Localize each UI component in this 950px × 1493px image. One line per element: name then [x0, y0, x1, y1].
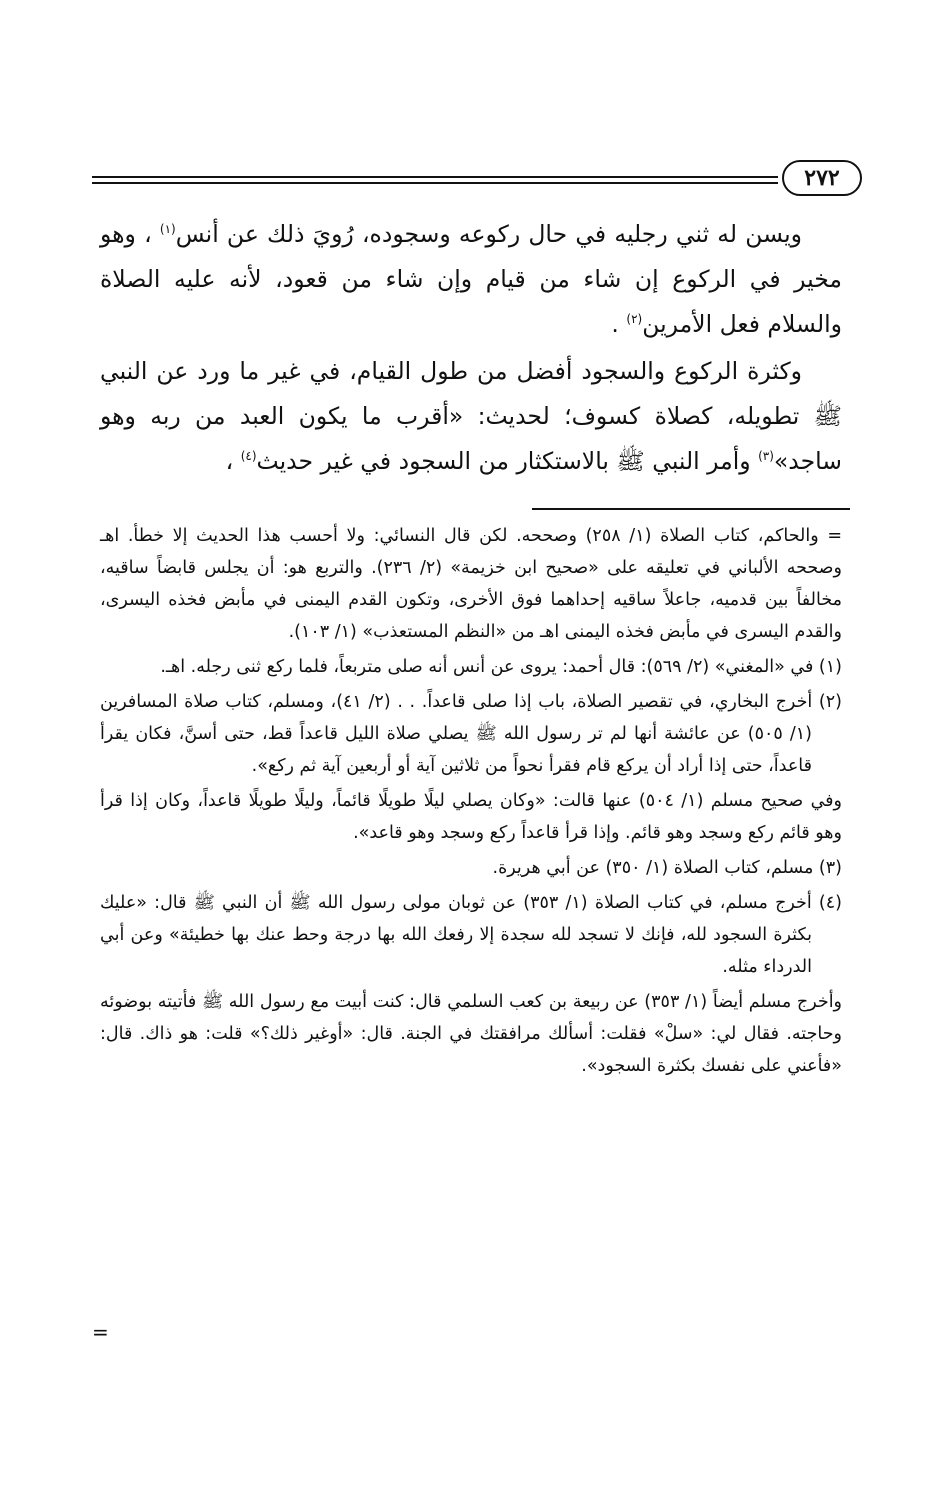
footnote-ref-4: (٤)	[240, 449, 257, 464]
footnote-separator	[532, 508, 850, 510]
main-paragraph-2: وكثرة الركوع والسجود أفضل من طول القيام، في غير ما ورد عن النبي ﷺ تطويله، كصلاة كسوف؛ لحديث: «أقرب ما يكون العبد من ربه وهو ساجد»$^{(٣)}$ وأمر النبي ﷺ بالاستكثار من السجود في غير حديث$^{(٤)}$ ،	[100, 357, 842, 475]
page-header	[92, 160, 862, 200]
footnote-2-continued: وفي صحيح مسلم (١/ ٥٠٤) عنها قالت: «وكان يصلي ليلًا طويلًا قائماً، وليلًا طويلًا قاعداً، وكان إذا قرأ وهو قائم ركع وسجد وهو قائم. وإذا قرأ قاعداً ركع وسجد وهو قاعد».	[100, 791, 842, 843]
footnote-ref-3: (٣)	[758, 449, 774, 464]
footnote-4-continued: وأخرج مسلم أيضاً (١/ ٣٥٣) عن ربيعة بن كعب السلمي قال: كنت أبيت مع رسول الله ﷺ فأتيته بوضوئه وحاجته. فقال لي: «سلْ» فقلت: أسألك مرافقتك في الجنة. قال: «أوغير ذلك؟» قلت: هو ذاك. قال: «فأعني على نفسك بكثرة السجود».	[100, 992, 843, 1076]
header-rule-double	[92, 182, 778, 184]
header-rule	[92, 176, 778, 178]
main-paragraph-1: ويسن له ثني رجليه في حال ركوعه وسجوده، رُويَ ذلك عن أنس$^{(١)}$ ، وهو مخير في الركوع إن شاء من قيام وإن شاء من قعود، لأنه عليه الصلاة والسلام فعل الأمرين$^{(٢)}$ .	[100, 220, 842, 338]
footnotes	[100, 520, 842, 1085]
footnote-2: (٢) أخرج البخاري، في تقصير الصلاة، باب إذا صلى قاعداً. . . (٢/ ٤١)، ومسلم، كتاب صلاة المسافرين (١/ ٥٠٥) عن عائشة أنها لم تر رسول الله ﷺ يصلي صلاة الليل قاعداً قط، حتى أسنَّ، فكان يقرأ قاعداً، حتى إذا أراد أن يركع قام فقرأ نحواً من ثلاثين آية أو أربعين آية ثم ركع».	[100, 692, 842, 776]
main-text	[100, 212, 842, 484]
footnote-1: (١) في «المغني» (٢/ ٥٦٩): قال أحمد: يروى عن أنس أنه صلى متربعاً، فلما ركع ثنى رجله. اهـ.	[160, 657, 842, 677]
footnote-continuation: = والحاكم، كتاب الصلاة (١/ ٢٥٨) وصححه. لكن قال النسائي: ولا أحسب هذا الحديث إلا خطأ. اهـ وصححه الألباني في تعليقه على «صحيح ابن خزيمة» (٢/ ٢٣٦). والتربع هو: أن يجلس قابضاً ساقيه، مخالفاً بين قدميه، جاعلاً ساقيه إحداهما فوق الأخرى، وتكون القدم اليمنى في مأبض فخذه اليسرى، والقدم اليسرى في مأبض فخذه اليمنى اهـ من «النظم المستعذب» (١/ ١٠٣).	[100, 526, 842, 642]
footnote-3: (٣) مسلم، كتاب الصلاة (١/ ٣٥٠) عن أبي هريرة.	[492, 858, 842, 878]
footnote-ref-2: (٢)	[626, 312, 643, 327]
page-number: ٢٧٢	[782, 160, 862, 196]
continuation-mark: =	[92, 1320, 109, 1344]
footnote-ref-1: (١)	[159, 222, 176, 237]
footnote-4: (٤) أخرج مسلم، في كتاب الصلاة (١/ ٣٥٣) عن ثوبان مولى رسول الله ﷺ أن النبي ﷺ قال: «عليك بكثرة السجود لله، فإنك لا تسجد لله سجدة إلا رفعك الله بها درجة وحط عنك بها خطيئة» وعن أبي الدرداء مثله.	[100, 893, 842, 977]
